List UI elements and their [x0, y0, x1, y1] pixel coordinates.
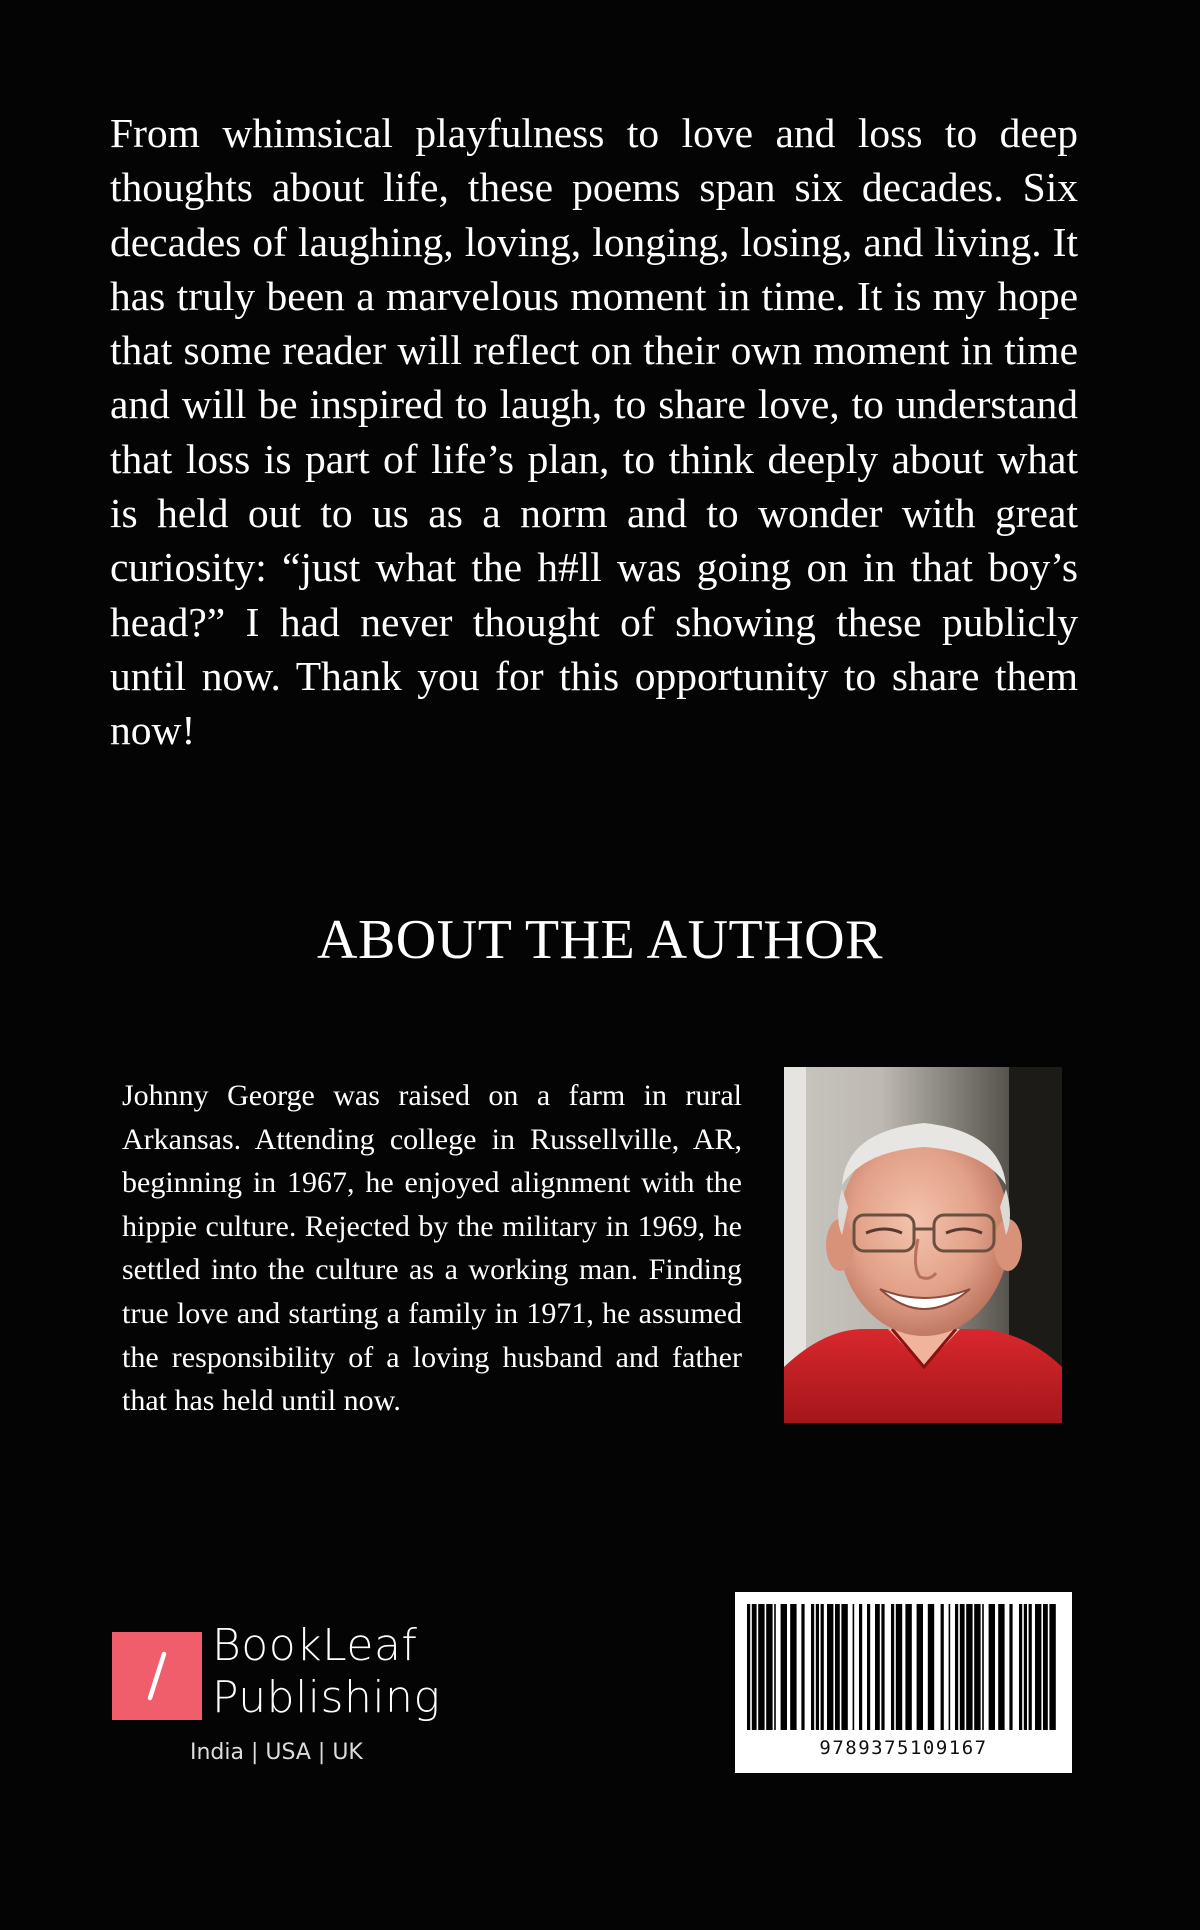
publisher-regions: India | USA | UK: [190, 1740, 363, 1765]
author-bio: Johnny George was raised on a farm in rural Arkansas. Attending college in Russellville, AR, beginning in 1967, he enjoyed alignment with the hippie culture. Rejected by the military in 1969, he settled into the culture as a working man. Finding true love and starting a family in 1971, he assumed the responsibility of a loving husband and father that has held until now.: [122, 1079, 742, 1418]
book-blurb: From whimsical playfulness to love and loss to deep thoughts about life, these poems span six decades. Six decades of laughing, loving, longing, losing, and living. It has truly been a marvelous moment in time. It is my hope that some reader will reflect on their own moment in time and will be inspired to laugh, to share love, to understand that loss is part of life’s plan, to think deeply about what is held out to us as a norm and to wonder with great curiosity: “just what the h#ll was going on in that boy’s head?” I had never thought of showing these publicly until now. Thank you for this opportunity to share them now!: [110, 110, 1078, 754]
publisher-name: [212, 1620, 440, 1724]
isbn-barcode: [735, 1592, 1072, 1773]
author-photo: [784, 1067, 1062, 1423]
isbn-number: 9789375109167: [819, 1737, 988, 1759]
about-author-heading: ABOUT THE AUTHOR: [317, 909, 883, 971]
author-portrait-image: [784, 1067, 1062, 1423]
publisher-name-line1: BookLeaf: [212, 1620, 418, 1671]
slash-mark-icon: [112, 1632, 202, 1720]
publisher-name-line2: Publishing: [212, 1672, 441, 1723]
publisher-logo: [112, 1620, 472, 1778]
